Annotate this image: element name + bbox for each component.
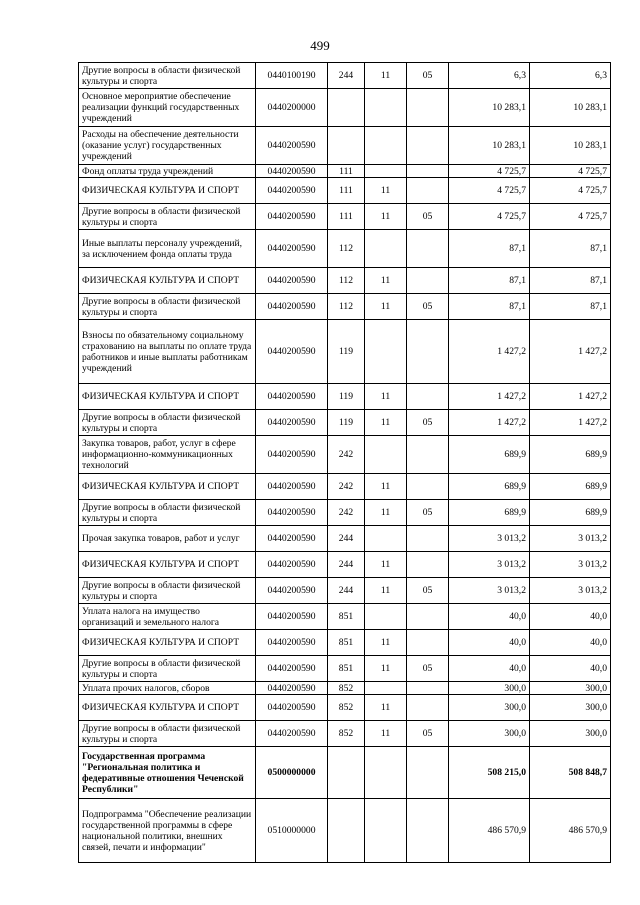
row-subsection-cell: [407, 268, 449, 294]
row-section-cell: [365, 165, 407, 178]
row-expense-type-cell: 852: [328, 682, 365, 695]
row-section-cell: [365, 526, 407, 552]
page-number: 499: [310, 38, 330, 53]
row-section-cell: [365, 89, 407, 127]
row-value-2-cell: 300,0: [530, 682, 611, 695]
row-subsection-cell: [407, 526, 449, 552]
row-value-2-cell: 4 725,7: [530, 204, 611, 230]
row-value-2-cell: 1 427,2: [530, 384, 611, 410]
row-name-cell: Закупка товаров, работ, услуг в сфере информационно-коммуникационных технологий: [79, 436, 256, 474]
row-value-1-cell: 4 725,7: [449, 204, 530, 230]
row-name-cell: Другие вопросы в области физической культуры и спорта: [79, 63, 256, 89]
row-value-2-cell: 6,3: [530, 63, 611, 89]
row-value-1-cell: 40,0: [449, 656, 530, 682]
row-name-cell: ФИЗИЧЕСКАЯ КУЛЬТУРА И СПОРТ: [79, 384, 256, 410]
row-name-cell: ФИЗИЧЕСКАЯ КУЛЬТУРА И СПОРТ: [79, 552, 256, 578]
row-name-cell: Взносы по обязательному социальному страхованию на выплаты по оплате труда работников и иные выплаты работникам учреждений: [79, 320, 256, 384]
row-expense-type-cell: 111: [328, 204, 365, 230]
row-name-cell: Расходы на обеспечение деятельности (оказание услуг) государственных учреждений: [79, 127, 256, 165]
budget-table: [78, 62, 611, 863]
table-row: [79, 682, 611, 695]
row-value-2-cell: 87,1: [530, 268, 611, 294]
table-row: [79, 578, 611, 604]
row-subsection-cell: [407, 230, 449, 268]
row-value-1-cell: 300,0: [449, 682, 530, 695]
row-subsection-cell: [407, 89, 449, 127]
row-value-1-cell: 486 570,9: [449, 799, 530, 863]
row-subsection-cell: 05: [407, 204, 449, 230]
row-code-cell: 0440200590: [256, 204, 328, 230]
row-name-cell: Прочая закупка товаров, работ и услуг: [79, 526, 256, 552]
row-value-1-cell: 10 283,1: [449, 89, 530, 127]
row-expense-type-cell: [328, 127, 365, 165]
row-code-cell: 0440200590: [256, 526, 328, 552]
row-code-cell: 0510000000: [256, 799, 328, 863]
row-subsection-cell: [407, 630, 449, 656]
row-value-2-cell: 486 570,9: [530, 799, 611, 863]
row-value-2-cell: 4 725,7: [530, 165, 611, 178]
row-subsection-cell: 05: [407, 500, 449, 526]
row-code-cell: 0440200590: [256, 630, 328, 656]
row-value-1-cell: 1 427,2: [449, 410, 530, 436]
row-code-cell: 0440200590: [256, 320, 328, 384]
row-code-cell: 0440200590: [256, 268, 328, 294]
row-code-cell: 0440200590: [256, 436, 328, 474]
row-expense-type-cell: 851: [328, 630, 365, 656]
row-expense-type-cell: 244: [328, 526, 365, 552]
row-value-2-cell: 10 283,1: [530, 89, 611, 127]
table-row: [79, 695, 611, 721]
table-row: [79, 204, 611, 230]
row-section-cell: 11: [365, 474, 407, 500]
row-name-cell: ФИЗИЧЕСКАЯ КУЛЬТУРА И СПОРТ: [79, 178, 256, 204]
table-row: [79, 656, 611, 682]
row-name-cell: Уплата прочих налогов, сборов: [79, 682, 256, 695]
table-row: [79, 604, 611, 630]
row-name-cell: Подпрограмма "Обеспечение реализации государственной программы в сфере национальной политики, внешних связей, печати и информации": [79, 799, 256, 863]
row-section-cell: 11: [365, 500, 407, 526]
row-section-cell: 11: [365, 721, 407, 747]
row-value-2-cell: 40,0: [530, 604, 611, 630]
row-code-cell: 0440200590: [256, 127, 328, 165]
row-value-1-cell: 87,1: [449, 230, 530, 268]
table-row: [79, 230, 611, 268]
row-subsection-cell: [407, 165, 449, 178]
row-code-cell: 0440200590: [256, 474, 328, 500]
table-row: [79, 127, 611, 165]
row-value-2-cell: 40,0: [530, 630, 611, 656]
row-expense-type-cell: [328, 747, 365, 799]
row-value-2-cell: 300,0: [530, 695, 611, 721]
table-row: [79, 294, 611, 320]
row-expense-type-cell: 244: [328, 552, 365, 578]
table-row: [79, 552, 611, 578]
row-value-1-cell: 508 215,0: [449, 747, 530, 799]
table-row: [79, 165, 611, 178]
row-section-cell: 11: [365, 63, 407, 89]
row-expense-type-cell: 852: [328, 695, 365, 721]
row-name-cell: Государственная программа "Региональная политика и федеративные отношения Чеченской Республики": [79, 747, 256, 799]
row-code-cell: 0440200590: [256, 578, 328, 604]
row-section-cell: 11: [365, 410, 407, 436]
row-expense-type-cell: 242: [328, 474, 365, 500]
row-name-cell: Другие вопросы в области физической культуры и спорта: [79, 721, 256, 747]
row-value-2-cell: 10 283,1: [530, 127, 611, 165]
row-value-2-cell: 1 427,2: [530, 410, 611, 436]
row-value-1-cell: 40,0: [449, 604, 530, 630]
row-section-cell: [365, 320, 407, 384]
row-expense-type-cell: 112: [328, 294, 365, 320]
row-code-cell: 0440100190: [256, 63, 328, 89]
row-value-1-cell: 300,0: [449, 721, 530, 747]
row-value-2-cell: 689,9: [530, 500, 611, 526]
row-value-1-cell: 3 013,2: [449, 526, 530, 552]
row-value-2-cell: 300,0: [530, 721, 611, 747]
row-subsection-cell: 05: [407, 410, 449, 436]
row-name-cell: ФИЗИЧЕСКАЯ КУЛЬТУРА И СПОРТ: [79, 268, 256, 294]
row-expense-type-cell: 242: [328, 500, 365, 526]
row-code-cell: 0440200590: [256, 230, 328, 268]
row-value-2-cell: 4 725,7: [530, 178, 611, 204]
row-name-cell: Другие вопросы в области физической культуры и спорта: [79, 578, 256, 604]
row-code-cell: 0440200590: [256, 721, 328, 747]
row-value-2-cell: 3 013,2: [530, 526, 611, 552]
row-expense-type-cell: 242: [328, 436, 365, 474]
row-section-cell: [365, 682, 407, 695]
row-name-cell: Другие вопросы в области физической культуры и спорта: [79, 204, 256, 230]
row-expense-type-cell: 111: [328, 178, 365, 204]
row-expense-type-cell: 112: [328, 230, 365, 268]
row-value-2-cell: 3 013,2: [530, 578, 611, 604]
row-code-cell: 0440200590: [256, 552, 328, 578]
row-value-1-cell: 40,0: [449, 630, 530, 656]
table-row: [79, 268, 611, 294]
row-value-1-cell: 4 725,7: [449, 178, 530, 204]
row-expense-type-cell: 119: [328, 320, 365, 384]
row-code-cell: 0440200590: [256, 178, 328, 204]
row-value-2-cell: 689,9: [530, 436, 611, 474]
row-expense-type-cell: 852: [328, 721, 365, 747]
row-name-cell: Другие вопросы в области физической культуры и спорта: [79, 294, 256, 320]
table-row: [79, 747, 611, 799]
row-value-1-cell: 87,1: [449, 268, 530, 294]
row-subsection-cell: [407, 178, 449, 204]
row-code-cell: 0440200590: [256, 500, 328, 526]
row-expense-type-cell: 119: [328, 410, 365, 436]
row-value-1-cell: 689,9: [449, 474, 530, 500]
table-row: [79, 500, 611, 526]
row-expense-type-cell: 851: [328, 656, 365, 682]
row-value-2-cell: 689,9: [530, 474, 611, 500]
row-section-cell: [365, 799, 407, 863]
row-value-1-cell: 1 427,2: [449, 320, 530, 384]
row-subsection-cell: [407, 127, 449, 165]
row-section-cell: 11: [365, 384, 407, 410]
row-section-cell: [365, 747, 407, 799]
row-value-2-cell: 1 427,2: [530, 320, 611, 384]
row-section-cell: 11: [365, 552, 407, 578]
row-value-2-cell: 508 848,7: [530, 747, 611, 799]
row-expense-type-cell: 244: [328, 63, 365, 89]
table-row: [79, 410, 611, 436]
row-subsection-cell: 05: [407, 63, 449, 89]
row-value-1-cell: 1 427,2: [449, 384, 530, 410]
row-expense-type-cell: 111: [328, 165, 365, 178]
row-section-cell: 11: [365, 204, 407, 230]
row-expense-type-cell: 851: [328, 604, 365, 630]
row-expense-type-cell: [328, 799, 365, 863]
table-row: [79, 526, 611, 552]
row-section-cell: [365, 230, 407, 268]
row-section-cell: [365, 604, 407, 630]
row-code-cell: 0440200590: [256, 695, 328, 721]
row-code-cell: 0440200590: [256, 682, 328, 695]
row-subsection-cell: [407, 474, 449, 500]
row-subsection-cell: [407, 682, 449, 695]
row-subsection-cell: 05: [407, 294, 449, 320]
row-section-cell: [365, 127, 407, 165]
row-value-1-cell: 10 283,1: [449, 127, 530, 165]
row-expense-type-cell: [328, 89, 365, 127]
row-value-1-cell: 3 013,2: [449, 552, 530, 578]
row-code-cell: 0440200590: [256, 604, 328, 630]
row-section-cell: 11: [365, 630, 407, 656]
table-row: [79, 384, 611, 410]
row-subsection-cell: [407, 384, 449, 410]
table-row: [79, 721, 611, 747]
row-name-cell: Другие вопросы в области физической культуры и спорта: [79, 656, 256, 682]
table-row: [79, 436, 611, 474]
row-value-1-cell: 689,9: [449, 500, 530, 526]
row-code-cell: 0440200590: [256, 656, 328, 682]
row-value-1-cell: 300,0: [449, 695, 530, 721]
row-subsection-cell: [407, 695, 449, 721]
row-value-2-cell: 40,0: [530, 656, 611, 682]
row-subsection-cell: [407, 747, 449, 799]
table-row: [79, 799, 611, 863]
row-name-cell: Другие вопросы в области физической культуры и спорта: [79, 500, 256, 526]
row-name-cell: ФИЗИЧЕСКАЯ КУЛЬТУРА И СПОРТ: [79, 695, 256, 721]
row-expense-type-cell: 244: [328, 578, 365, 604]
row-expense-type-cell: 112: [328, 268, 365, 294]
row-code-cell: 0440200590: [256, 384, 328, 410]
row-subsection-cell: [407, 320, 449, 384]
row-section-cell: 11: [365, 294, 407, 320]
table-row: [79, 89, 611, 127]
row-name-cell: Уплата налога на имущество организаций и земельного налога: [79, 604, 256, 630]
row-value-1-cell: 3 013,2: [449, 578, 530, 604]
row-name-cell: Фонд оплаты труда учреждений: [79, 165, 256, 178]
row-value-1-cell: 6,3: [449, 63, 530, 89]
row-subsection-cell: [407, 799, 449, 863]
budget-table-body: [79, 63, 611, 863]
table-row: [79, 474, 611, 500]
row-subsection-cell: 05: [407, 578, 449, 604]
table-row: [79, 178, 611, 204]
row-code-cell: 0440200590: [256, 165, 328, 178]
row-value-2-cell: 87,1: [530, 294, 611, 320]
row-value-1-cell: 87,1: [449, 294, 530, 320]
row-subsection-cell: [407, 436, 449, 474]
row-name-cell: ФИЗИЧЕСКАЯ КУЛЬТУРА И СПОРТ: [79, 474, 256, 500]
row-expense-type-cell: 119: [328, 384, 365, 410]
row-subsection-cell: [407, 604, 449, 630]
row-name-cell: ФИЗИЧЕСКАЯ КУЛЬТУРА И СПОРТ: [79, 630, 256, 656]
table-row: [79, 320, 611, 384]
row-value-2-cell: 3 013,2: [530, 552, 611, 578]
row-section-cell: 11: [365, 178, 407, 204]
table-row: [79, 63, 611, 89]
table-row: [79, 630, 611, 656]
row-value-1-cell: 689,9: [449, 436, 530, 474]
row-code-cell: 0500000000: [256, 747, 328, 799]
row-name-cell: Иные выплаты персоналу учреждений, за исключением фонда оплаты труда: [79, 230, 256, 268]
row-subsection-cell: [407, 552, 449, 578]
row-section-cell: 11: [365, 656, 407, 682]
row-code-cell: 0440200000: [256, 89, 328, 127]
row-name-cell: Другие вопросы в области физической культуры и спорта: [79, 410, 256, 436]
row-code-cell: 0440200590: [256, 294, 328, 320]
row-section-cell: 11: [365, 268, 407, 294]
row-section-cell: [365, 436, 407, 474]
row-section-cell: 11: [365, 695, 407, 721]
row-value-2-cell: 87,1: [530, 230, 611, 268]
row-section-cell: 11: [365, 578, 407, 604]
row-name-cell: Основное мероприятие обеспечение реализации функций государственных учреждений: [79, 89, 256, 127]
row-code-cell: 0440200590: [256, 410, 328, 436]
row-value-1-cell: 4 725,7: [449, 165, 530, 178]
row-subsection-cell: 05: [407, 656, 449, 682]
row-subsection-cell: 05: [407, 721, 449, 747]
